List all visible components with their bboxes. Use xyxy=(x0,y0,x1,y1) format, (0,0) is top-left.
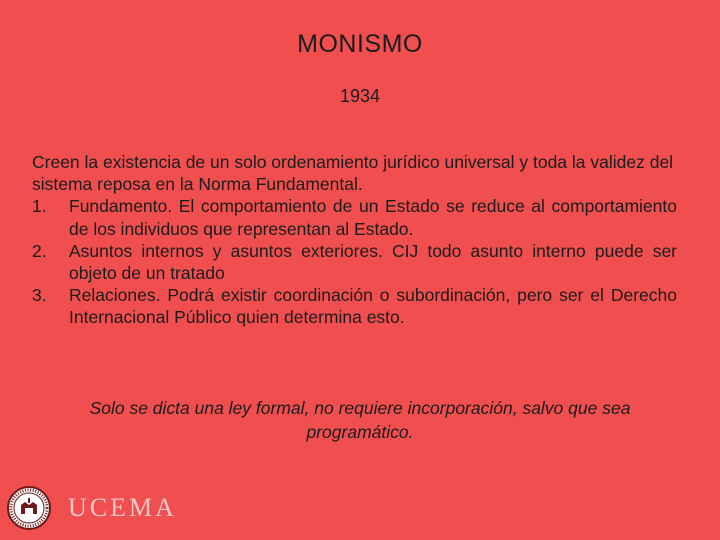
list-item-text: Fundamento. El comportamiento de un Estado se reduce al comportamiento de los individuos que representan al Estado. xyxy=(69,196,677,239)
numbered-list xyxy=(32,195,677,328)
closing-note: Solo se dicta una ley formal, no requiere incorporación, salvo que sea programático. xyxy=(89,398,631,442)
intro-paragraph: Creen la existencia de un solo ordenamiento jurídico universal y toda la validez del sistema reposa en la Norma Fundamental. xyxy=(32,152,674,195)
list-item-number: 1. xyxy=(32,196,47,217)
ucema-logo xyxy=(6,485,177,531)
slide-title: MONISMO xyxy=(297,30,423,58)
list-item xyxy=(32,240,677,284)
university-seal-icon xyxy=(6,485,52,531)
list-item-number: 2. xyxy=(32,240,47,261)
slide-body xyxy=(32,151,677,329)
list-item xyxy=(32,195,677,239)
list-item xyxy=(32,284,677,328)
slide-year: 1934 xyxy=(339,86,381,106)
list-item-text: Relaciones. Podrá existir coordinación o subordinación, pero ser el Derecho Internacional Público quien determina esto. xyxy=(69,285,677,328)
list-item-number: 3. xyxy=(32,285,47,306)
list-item-text: Asuntos internos y asuntos exteriores. CIJ todo asunto interno puede ser objeto de un tratado xyxy=(69,240,677,284)
brand-wordmark: UCEMA xyxy=(68,493,177,522)
